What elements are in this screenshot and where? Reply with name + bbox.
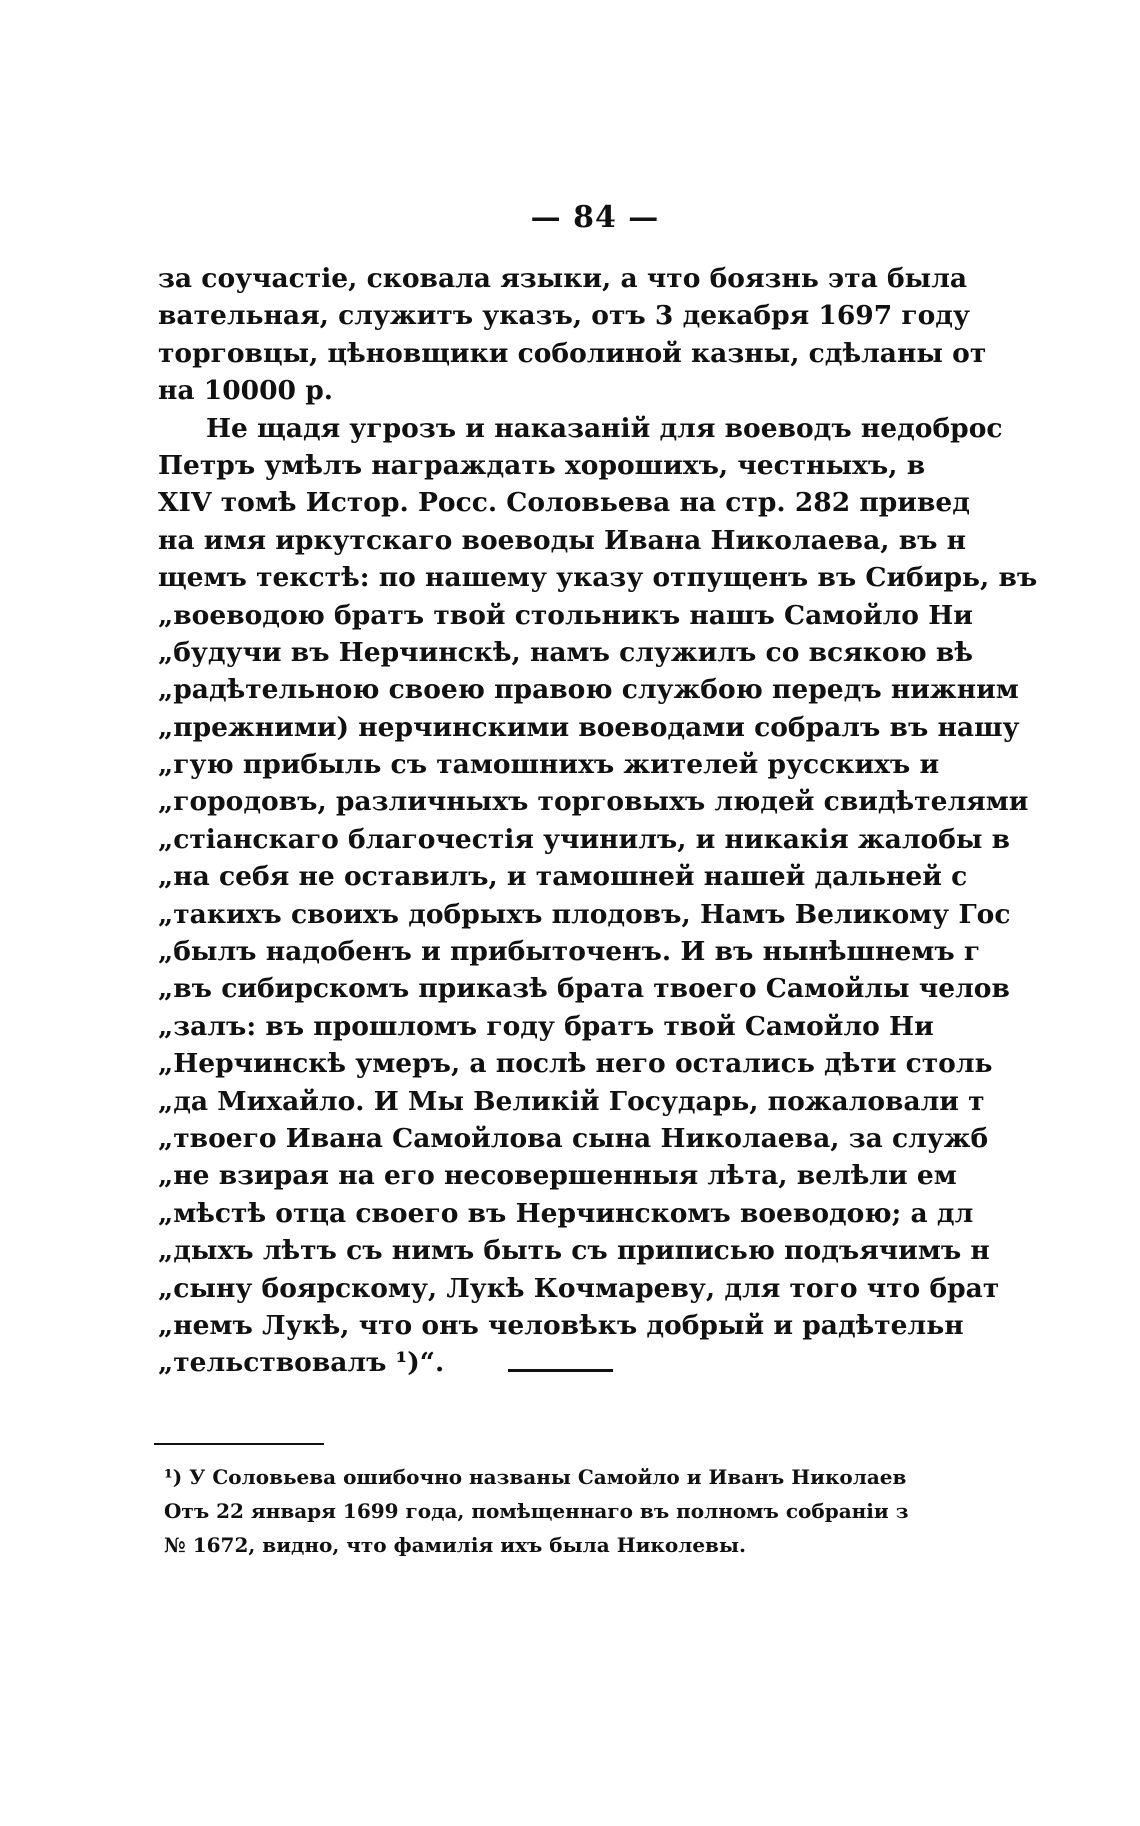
text-line: „такихъ своихъ добрыхъ плодовъ, Намъ Великому Гос [158,898,1011,930]
footnote-line: № 1672, видно, что фамилія ихъ была Николевы. [164,1533,746,1557]
text-line: Не щадя угрозъ и наказаній для воеводъ недоброс [206,412,1003,444]
text-line: „тельствовалъ ¹)“. [158,1347,445,1379]
footnote-line: ¹) У Соловьева ошибочно названы Самойло и Иванъ Николаев [164,1465,907,1489]
text-line: „воеводою братъ твой стольникъ нашъ Самойло Ни [158,599,973,631]
text-line: „будучи въ Нерчинскѣ, намъ служилъ со всякою вѣ [158,636,973,668]
text-line: „гую прибыль съ тамошнихъ жителей русскихъ и [158,749,940,781]
footnote-line: Отъ 22 января 1699 года, помѣщеннаго въ полномъ собраніи з [164,1499,909,1523]
text-line: торговцы, цѣновщики соболиной казны, сдѣланы от [158,337,987,369]
text-line: на имя иркутскаго воеводы Ивана Николаева, въ н [158,524,967,556]
text-line: „Нерчинскѣ умеръ, а послѣ него остались дѣти столь [158,1048,993,1080]
text-line: „прежними) нерчинскими воеводами собралъ въ нашу [158,711,1020,743]
text-line: XIV томѣ Истор. Росс. Соловьева на стр. 282 привед [158,487,970,519]
text-line: „въ сибирскомъ приказѣ брата твоего Самойлы челов [158,973,1010,1005]
text-line: „не взирая на его несовершенныя лѣта, велѣли ем [158,1160,957,1192]
text-line: на 10000 р. [158,375,333,407]
text-line: „радѣтельною своею правою службою передъ нижним [158,674,1019,706]
text-line: „залъ: въ прошломъ году братъ твой Самойло Ни [158,1010,934,1042]
text-line: щемъ текстѣ: по нашему указу отпущенъ въ Сибирь, въ [158,562,1038,594]
body-text [158,260,1038,1382]
footnotes [164,1460,909,1562]
section-divider [508,1369,613,1372]
text-line: „былъ надобенъ и прибыточенъ. И въ нынѣшнемъ г [158,936,981,968]
text-line: „мѣстѣ отца своего въ Нерчинскомъ воеводою; а дл [158,1197,974,1229]
text-line: „городовъ, различныхъ торговыхъ людей свидѣтелями [158,786,1029,818]
text-line: Петръ умѣлъ награждать хорошихъ, честныхъ, в [158,449,926,481]
text-line: „на себя не оставилъ, и тамошней нашей дальней с [158,861,968,893]
text-line: „твоего Ивана Самойлова сына Николаева, за служб [158,1122,989,1154]
text-line: „стіанскаго благочестія учинилъ, и никакія жалобы в [158,823,1011,855]
footnote-rule [154,1443,324,1445]
text-line: „да Михайло. И Мы Великій Государь, пожаловали т [158,1085,985,1117]
text-line: „немъ Лукѣ, что онъ человѣкъ добрый и радѣтельн [158,1309,964,1341]
text-line: „дыхъ лѣтъ съ нимъ быть съ приписью подъячимъ н [158,1235,990,1267]
page-number: — 84 — [530,200,660,235]
text-line: „сыну боярскому, Лукѣ Кочмареву, для того что брат [158,1272,1000,1304]
text-line: за соучастіе, сковала языки, а что боязнь эта была [158,263,968,294]
text-line: вательная, служитъ указъ, отъ 3 декабря 1697 году [158,300,970,332]
